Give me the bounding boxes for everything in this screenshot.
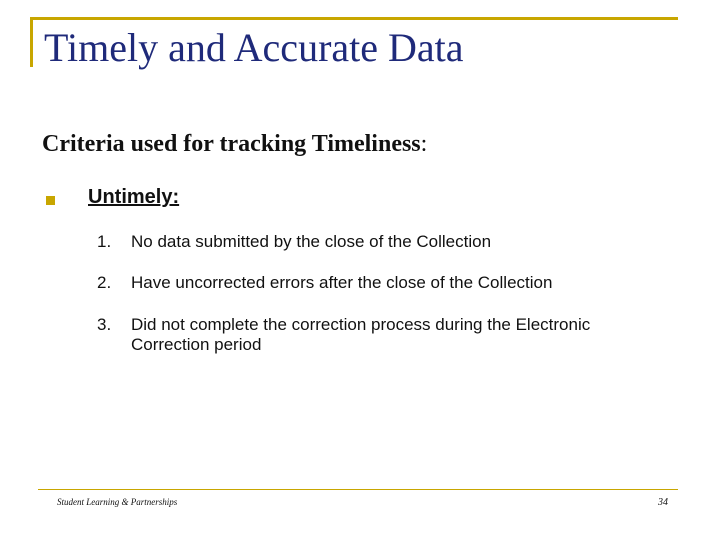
list-item-text: Did not complete the correction process during the Electronic Correction period bbox=[131, 314, 591, 355]
list-item-number: 3. bbox=[97, 314, 112, 334]
page-number: 34 bbox=[658, 497, 668, 508]
square-bullet-icon bbox=[46, 196, 55, 205]
list-item-text: Have uncorrected errors after the close of the Collection bbox=[131, 273, 553, 293]
list-item-number: 2. bbox=[97, 273, 112, 293]
slide-title: Timely and Accurate Data bbox=[44, 25, 464, 70]
title-frame-left-rule bbox=[30, 17, 33, 67]
list-item-number: 1. bbox=[97, 232, 112, 251]
footer-rule bbox=[38, 489, 678, 490]
list-item bbox=[97, 315, 657, 356]
footer-organization: Student Learning & Partnerships bbox=[57, 497, 178, 507]
bullet-heading: Untimely: bbox=[88, 186, 180, 208]
title-frame-top-rule bbox=[30, 17, 678, 20]
subtitle-colon: : bbox=[420, 131, 428, 157]
subtitle-text: Criteria used for tracking Timeliness bbox=[42, 131, 421, 157]
list-item bbox=[97, 232, 657, 252]
numbered-list bbox=[97, 232, 657, 377]
list-item-text: No data submitted by the close of the Collection bbox=[131, 232, 492, 251]
slide-subtitle bbox=[42, 131, 427, 158]
list-item bbox=[97, 273, 657, 293]
